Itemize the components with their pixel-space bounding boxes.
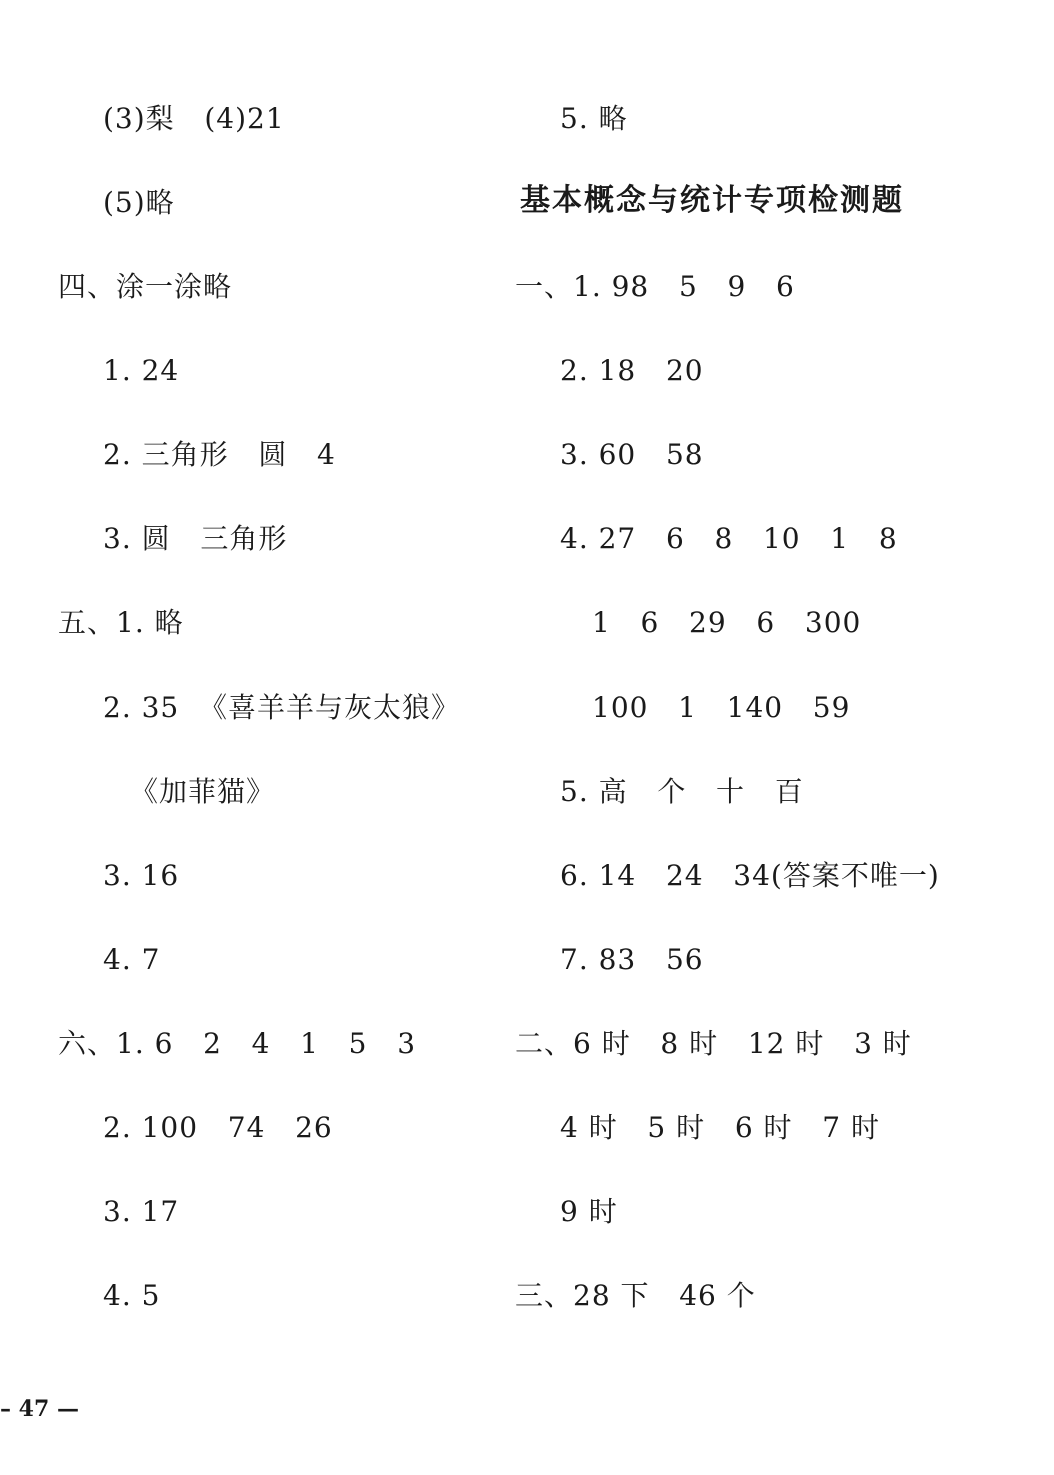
answer-line: 100 1 140 59: [592, 691, 851, 724]
answer-line: 5. 略: [560, 102, 628, 135]
answer-line: 2. 18 20: [560, 354, 704, 387]
answer-line: 4. 5: [103, 1279, 161, 1312]
answer-line: 4. 27 6 8 10 1 8: [560, 522, 898, 555]
answer-line: (3)梨 (4)21: [103, 102, 285, 135]
section-heading: 五、1. 略: [58, 606, 184, 639]
page-number-dash-left: –: [0, 1396, 19, 1422]
answer-line: 3. 圆 三角形: [103, 522, 288, 555]
page-number-value: 47: [18, 1396, 50, 1422]
section-heading: 六、1. 6 2 4 1 5 3: [58, 1027, 417, 1060]
page-number: [0, 1394, 79, 1424]
answer-line: 6. 14 24 34(答案不唯一): [560, 859, 940, 892]
answer-line: 1 6 29 6 300: [592, 606, 862, 639]
answer-line: 3. 17: [103, 1195, 180, 1228]
answer-line: 3. 60 58: [560, 438, 704, 471]
answer-line: 7. 83 56: [560, 943, 704, 976]
answer-line: 2. 35 《喜羊羊与灰太狼》: [103, 691, 461, 724]
answer-line: 2. 三角形 圆 4: [103, 438, 336, 471]
answer-line: (5)略: [103, 186, 175, 219]
answer-line: 2. 100 74 26: [103, 1111, 333, 1144]
answer-line: 9 时: [560, 1195, 618, 1228]
answer-line: 1. 24: [103, 354, 180, 387]
page-number-dash-right: —: [49, 1396, 79, 1422]
section-heading: 二、6 时 8 时 12 时 3 时: [515, 1027, 912, 1060]
answer-line: 5. 高 个 十 百: [560, 775, 804, 808]
section-title: 基本概念与统计专项检测题: [520, 183, 904, 218]
answer-line: 3. 16: [103, 859, 180, 892]
answer-line: 4. 7: [103, 943, 161, 976]
section-heading: 一、1. 98 5 9 6: [515, 270, 795, 303]
answer-line: 《加菲猫》: [130, 775, 276, 808]
answer-line: 4 时 5 时 6 时 7 时: [560, 1111, 880, 1144]
section-heading: 四、涂一涂略: [58, 270, 233, 303]
section-heading: 三、28 下 46 个: [515, 1279, 756, 1312]
